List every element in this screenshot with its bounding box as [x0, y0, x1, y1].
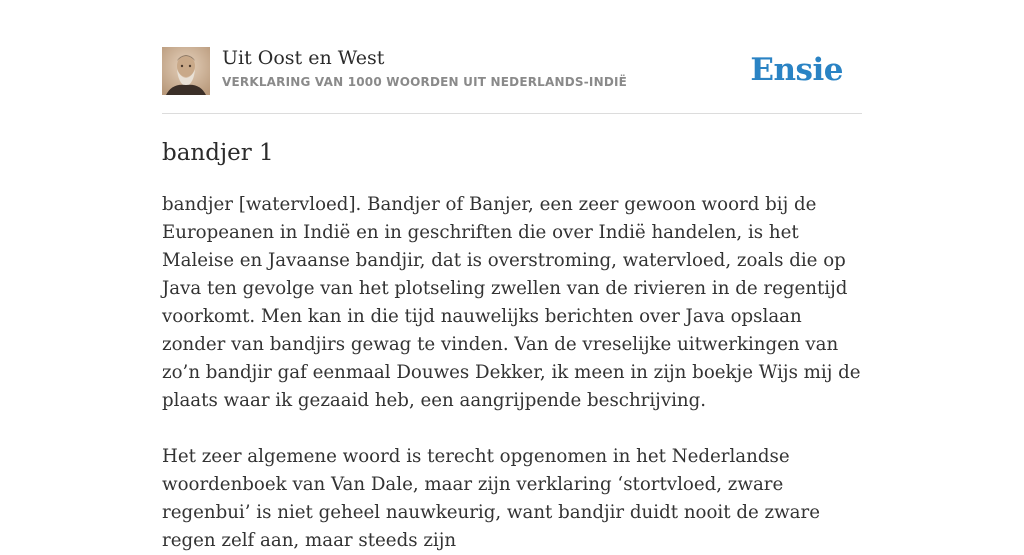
- entry-title: bandjer 1: [162, 140, 274, 166]
- author-avatar[interactable]: [162, 47, 210, 95]
- entry-paragraph: bandjer [watervloed]. Bandjer of Banjer, een zeer gewoon woord bij de Europeanen in Indië en in geschriften die over Indië handelen, is het Maleise en Javaanse bandjir, dat is overstroming, watervloed, zoals die op Java ten gevolge van het plotseling zwellen van de rivieren in de regentijd voorkomt. Men kan in die tijd nauwelijks berichten over Java opslaan zonder van bandjirs gewag te vinden. Van de vreselijke uitwerkingen van zo’n bandjir gaf eenmaal Douwes Dekker, ik meen in zijn boekje Wijs mij de plaats waar ik gezaaid heb, een aangrijpende beschrijving.: [162, 194, 861, 411]
- page: [162, 0, 862, 555]
- source-title[interactable]: Uit Oost en West: [222, 47, 385, 69]
- entry-paragraph: Het zeer algemene woord is terecht opgenomen in het Nederlandse woordenboek van Van Dale, maar zijn verklaring ‘stortvloed, zware regenbui’ is niet geheel nauwkeurig, want bandjir duidt nooit de zware regen zelf aan, maar steeds zijn: [162, 446, 820, 551]
- entry-body: [162, 191, 862, 555]
- source-subtitle: VERKLARING VAN 1000 WOORDEN UIT NEDERLANDS-INDIË: [222, 75, 628, 89]
- author-portrait-icon: [162, 47, 210, 95]
- ensie-logo-link[interactable]: Ensie: [750, 52, 843, 88]
- source-header: [162, 47, 862, 114]
